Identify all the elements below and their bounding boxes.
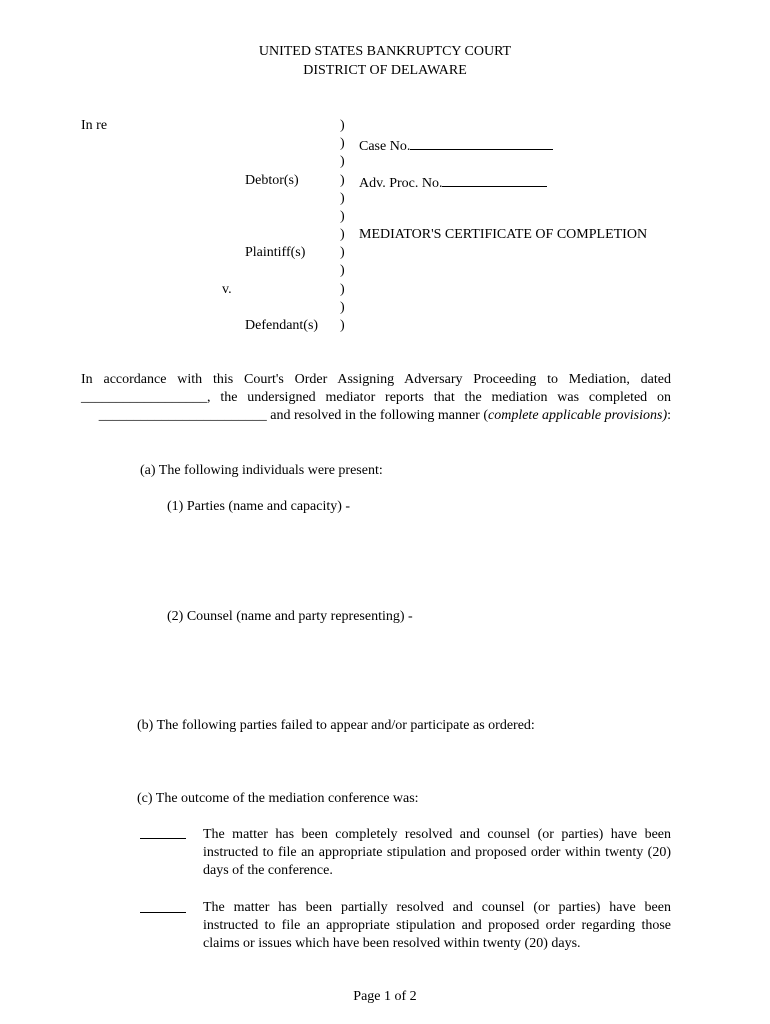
defendant-label: Defendant(s) [245, 318, 319, 333]
adv-proc-blank[interactable] [442, 172, 547, 187]
partial-resolution-checkline[interactable] [140, 912, 186, 913]
case-number-field [359, 135, 553, 156]
paren: ) [340, 245, 345, 260]
document-title: MEDIATOR'S CERTIFICATE OF COMPLETION [359, 227, 648, 242]
debtor-label: Debtor(s) [245, 173, 299, 188]
intro-line-3-italic: complete applicable provisions) [488, 408, 668, 423]
intro-line-2-text: , the undersigned mediator reports that the mediation was completed on [207, 390, 671, 405]
section-a1-parties: (1) Parties (name and capacity) - [167, 499, 351, 514]
court-name: UNITED STATES BANKRUPTCY COURT [258, 44, 512, 59]
intro-line-3-text: and resolved in the following manner ( [266, 408, 488, 423]
complete-resolution-checkline[interactable] [140, 838, 186, 839]
completed-blank[interactable]: ________________________ [98, 408, 267, 423]
page-number: Page 1 of 2 [353, 989, 417, 1004]
section-a-heading: (a) The following individuals were present: [140, 463, 383, 478]
paren: ) [340, 209, 345, 224]
paren: ) [340, 191, 345, 206]
section-c-heading: (c) The outcome of the mediation conference was: [137, 791, 419, 806]
paren: ) [340, 136, 345, 151]
versus-label: v. [222, 282, 232, 297]
paren: ) [340, 227, 345, 242]
partial-resolution-text: The matter has been partially resolved and counsel (or parties) have been instructed to file an appropriate stipulation and proposed order regarding those claims or issues which have been resolved within twenty (20) days. [203, 900, 671, 951]
case-number-blank[interactable] [410, 135, 553, 150]
adv-proc-label: Adv. Proc. No. [359, 176, 443, 191]
paren: ) [340, 154, 345, 169]
intro-line-2 [81, 389, 671, 407]
paren: ) [340, 282, 345, 297]
dated-blank[interactable]: __________________ [81, 390, 207, 405]
intro-line-3 [81, 407, 671, 425]
in-re-label: In re [81, 118, 108, 133]
intro-line-1: In accordance with this Court's Order Assigning Adversary Proceeding to Mediation, dated [81, 372, 671, 387]
paren: ) [340, 318, 345, 333]
complete-resolution-text: The matter has been completely resolved and counsel (or parties) have been instructed to file an appropriate stipulation and proposed order within twenty (20) days of the conference. [203, 827, 671, 878]
section-a2-counsel: (2) Counsel (name and party representing) - [167, 609, 413, 624]
intro-line-3-end: : [667, 408, 671, 423]
section-b-heading: (b) The following parties failed to appear and/or participate as ordered: [137, 718, 535, 733]
paren: ) [340, 173, 345, 188]
plaintiff-label: Plaintiff(s) [245, 245, 306, 260]
paren: ) [340, 263, 345, 278]
adv-proc-field [359, 172, 547, 193]
district-name: DISTRICT OF DELAWARE [303, 63, 467, 78]
case-number-label: Case No. [359, 139, 411, 154]
paren: ) [340, 300, 345, 315]
paren: ) [340, 118, 345, 133]
